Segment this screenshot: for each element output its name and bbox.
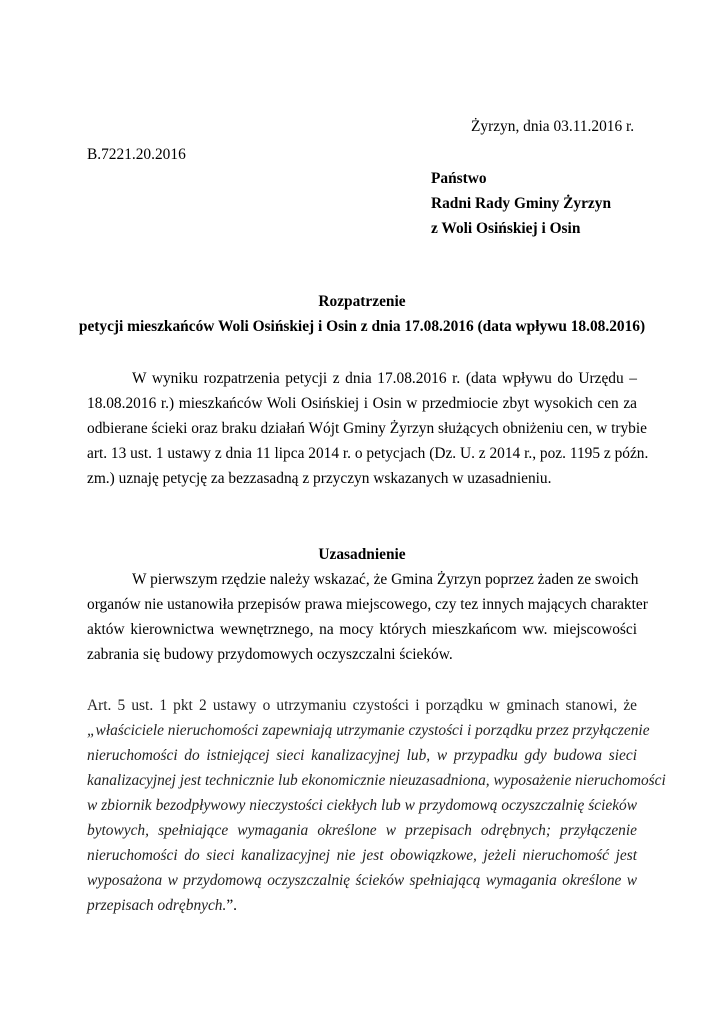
decision-line: odbierane ścieki oraz braku działań Wójt Gminy Żyrzyn służących obniżeniu cen, w trybie [87,420,647,437]
decision-line: art. 13 ust. 1 ustawy z dnia 11 lipca 2014 r. o petycjach (Dz. U. z 2014 r., poz. 1195 z późn. [87,445,649,462]
document-subtitle: petycji mieszkańców Woli Osińskiej i Osin z dnia 17.08.2016 (data wpływu 18.08.2016) [78,318,646,335]
quote-line: w zbiornik bezodpływowy nieczystości ciekłych lub w przydomową oczyszczalnię ścieków [87,797,637,814]
reference-number: B.7221.20.2016 [87,146,186,163]
justification-line: zabrania się budowy przydomowych oczyszczalni ścieków. [87,646,453,663]
quote-line: wyposażona w przydomową oczyszczalnię ścieków spełniającą wymagania określone w [87,872,637,889]
quote-line: kanalizacyjnej jest technicznie lub ekonomicznie nieuzasadniona, wyposażenie nieruchomości [87,772,666,789]
quote-line: bytowych, spełniające wymagania określone w przepisach odrębnych; przyłączenie [87,822,637,839]
addressee-line: Radni Rady Gminy Żyrzyn [431,195,612,212]
quote-line: nieruchomości do istniejącej sieci kanalizacyjnej lub, w przypadku gdy budowa sieci [87,747,637,764]
decision-line: 18.08.2016 r.) mieszkańców Woli Osińskiej i Osin w przedmiocie zbyt wysokich cen za [87,395,637,412]
justification-line: aktów kierownictwa wewnętrznego, na mocy których mieszkańcom ww. miejscowości [87,621,637,638]
justification-heading: Uzasadnienie [318,546,406,563]
quote-line: nieruchomości do sieci kanalizacyjnej nie jest obowiązkowe, jeżeli nieruchomość jest [87,847,637,864]
decision-line: W wyniku rozpatrzenia petycji z dnia 17.08.2016 r. (data wpływu do Urzędu – [132,370,637,387]
justification-line: organów nie ustanowiła przepisów prawa miejscowego, czy tez innych mających charakter [87,596,648,613]
quote-close-mark: ”. [226,897,238,914]
quote-last-text: przepisach odrębnych. [87,897,227,914]
quote-last-line [87,897,637,915]
decision-line: zm.) uznaję petycję za bezzasadną z przyczyn wskazanych w uzasadnieniu. [87,470,552,487]
document-title: Rozpatrzenie [318,293,406,310]
place-date: Żyrzyn, dnia 03.11.2016 r. [471,118,635,135]
addressee-line: z Woli Osińskiej i Osin [431,220,581,237]
addressee-line: Państwo [431,170,487,187]
justification-line: W pierwszym rzędzie należy wskazać, że Gmina Żyrzyn poprzez żaden ze swoich [132,571,639,588]
quote-intro-line: Art. 5 ust. 1 pkt 2 ustawy o utrzymaniu czystości i porządku w gminach stanowi, że [87,697,637,714]
quote-line: „właściciele nieruchomości zapewniają utrzymanie czystości i porządku przez przyłączenie [87,722,650,739]
